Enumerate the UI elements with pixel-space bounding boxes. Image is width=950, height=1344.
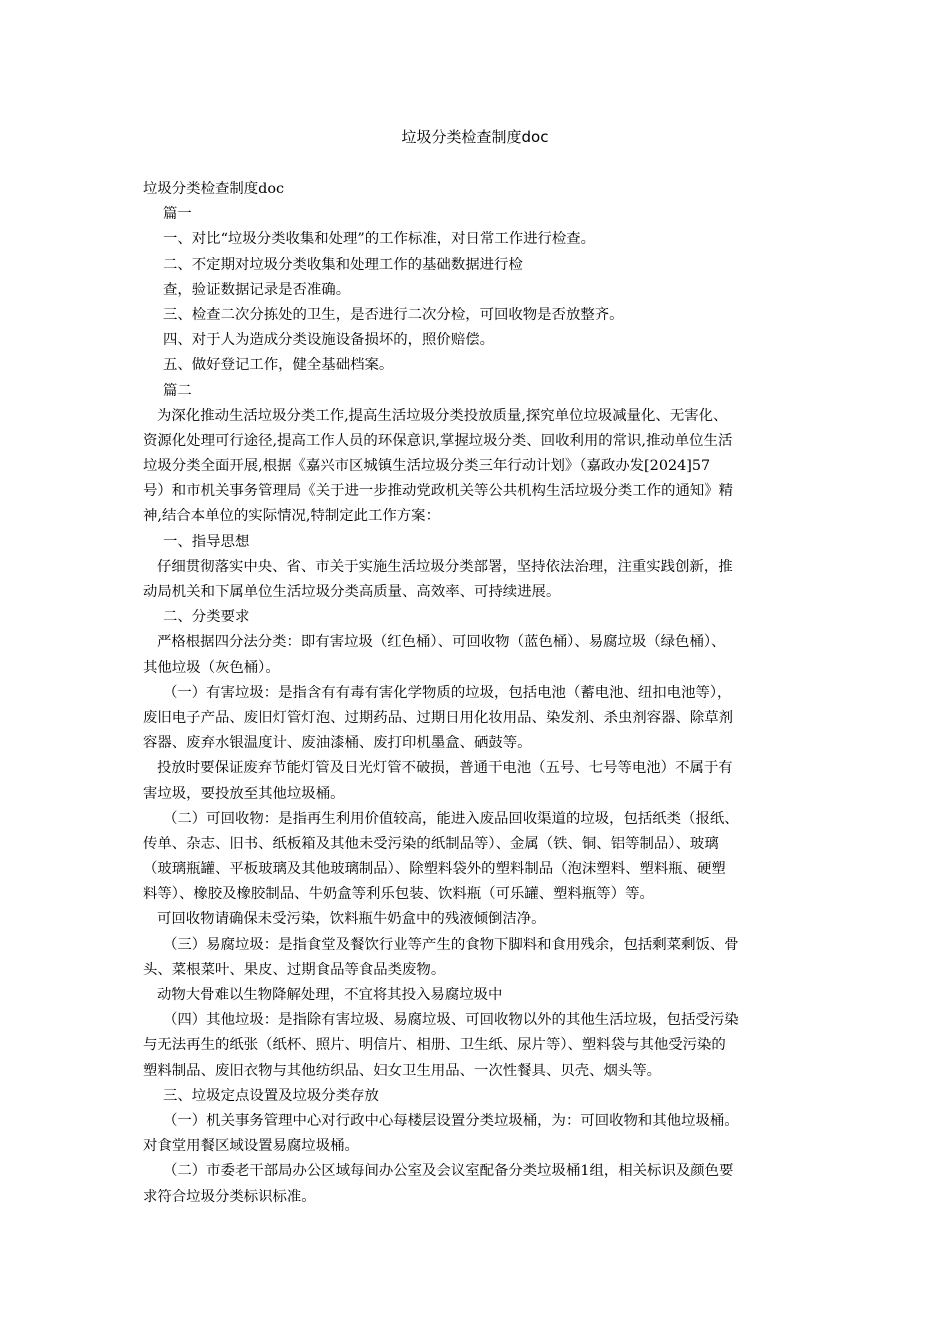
text-line: 求符合垃圾分类标识标准。 [143, 1188, 316, 1205]
text-line: 资源化处理可行途径,提高工作人员的环保意识,掌握垃圾分类、回收利用的常识,推动单位生活 [143, 432, 733, 449]
text-line: 容器、废弃水银温度计、废油漆桶、废打印机墨盒、硒鼓等。 [143, 735, 532, 752]
text-line: 对食堂用餐区域设置易腐垃圾桶。 [143, 1138, 359, 1155]
text-line: （三）易腐垃圾：是指食堂及餐饮行业等产生的食物下脚料和食用残余，包括剩菜剩饭、骨 [163, 936, 739, 953]
text-line: （二）可回收物：是指再生利用价值较高，能进入废品回收渠道的垃圾，包括纸类（报纸、 [163, 810, 739, 827]
text-line: 害垃圾，要投放至其他垃圾桶。 [143, 785, 345, 802]
text-line: 五、做好登记工作，健全基础档案。 [163, 357, 394, 374]
section-heading: 三、垃圾定点设置及垃圾分类存放 [163, 1087, 379, 1104]
text-line: 传单、杂志、旧书、纸板箱及其他未受污染的纸制品等）、金属（铁、铜、铝等制品）、玻璃 [143, 835, 719, 852]
text-line: 与无法再生的纸张（纸杯、照片、明信片、相册、卫生纸、尿片等）、塑料袋与其他受污染的 [143, 1037, 726, 1054]
text-line: 四、对于人为造成分类设施设备损坏的，照价赔偿。 [163, 332, 494, 349]
text-line: 塑料制品、废旧衣物与其他纺织品、妇女卫生用品、一次性餐具、贝壳、烟头等。 [143, 1062, 662, 1079]
text-line: 为深化推动生活垃圾分类工作,提高生活垃圾分类投放质量,探究单位垃圾减量化、无害化、 [157, 407, 728, 424]
text-line: （一）机关事务管理中心对行政中心每楼层设置分类垃圾桶，为：可回收物和其他垃圾桶。 [163, 1112, 739, 1129]
text-line: 垃圾分类检查制度doc [143, 181, 285, 197]
text-line: 投放时要保证废弃节能灯管及日光灯管不破损，普通干电池（五号、七号等电池）不属于有 [157, 760, 733, 777]
section-heading: 一、指导思想 [163, 533, 250, 550]
text-line: （二）市委老干部局办公区域每间办公室及会议室配备分类垃圾桶1组，相关标识及颜色要 [163, 1163, 734, 1180]
text-line: 一、对比“垃圾分类收集和处理”的工作标准，对日常工作进行检查。 [163, 231, 596, 248]
text-line: 号）和市机关事务管理局《关于进一步推动党政机关等公共机构生活垃圾分类工作的通知》精 [143, 483, 734, 500]
text-line: 二、不定期对垃圾分类收集和处理工作的基础数据进行检 [163, 256, 523, 273]
text-line: 动物大骨难以生物降解处理，不宜将其投入易腐垃圾中 [157, 987, 503, 1003]
section-heading: 二、分类要求 [163, 609, 250, 626]
section-heading: 篇二 [163, 382, 192, 399]
text-line: 三、检查二次分拣处的卫生，是否进行二次分检，可回收物是否放整齐。 [163, 306, 624, 323]
text-line: 查，验证数据记录是否准确。 [163, 281, 351, 298]
text-line: （玻璃瓶罐、平板玻璃及其他玻璃制品）、除塑料袋外的塑料制品（泡沫塑料、塑料瓶、硬塑 [143, 861, 726, 878]
document-body [143, 177, 811, 1210]
text-line: 头、菜根菜叶、果皮、过期食品等食品类废物。 [143, 961, 446, 978]
text-line: 神,结合本单位的实际情况,特制定此工作方案： [143, 508, 440, 525]
text-line: 废旧电子产品、废旧灯管灯泡、过期药品、过期日用化妆用品、染发剂、杀虫剂容器、除草剂 [143, 709, 734, 726]
text-line: 可回收物请确保未受污染，饮料瓶牛奶盒中的残液倾倒洁净。 [157, 911, 546, 928]
text-line: 仔细贯彻落实中央、省、市关于实施生活垃圾分类部署，坚持依法治理，注重实践创新，推 [157, 558, 733, 575]
text-line: （四）其他垃圾：是指除有害垃圾、易腐垃圾、可回收物以外的其他生活垃圾，包括受污染 [163, 1012, 739, 1029]
text-line: （一）有害垃圾：是指含有有毒有害化学物质的垃圾，包括电池（蓄电池、纽扣电池等）， [163, 684, 732, 701]
text-line: 垃圾分类全面开展,根据《嘉兴市区城镇生活垃圾分类三年行动计划》（嘉政办发[2024]57 [143, 458, 711, 475]
document-title: 垃圾分类检查制度doc [401, 128, 549, 146]
text-line: 其他垃圾（灰色桶）。 [143, 659, 280, 676]
section-heading: 篇一 [163, 206, 192, 223]
text-line: 动局机关和下属单位生活垃圾分类高质量、高效率、可持续进展。 [143, 584, 561, 600]
text-line: 严格根据四分法分类：即有害垃圾（红色桶）、可回收物（蓝色桶）、易腐垃圾（绿色桶）、 [157, 634, 726, 651]
text-line: 料等）、橡胶及橡胶制品、牛奶盒等利乐包装、饮料瓶（可乐罐、塑料瓶等）等。 [143, 886, 654, 903]
